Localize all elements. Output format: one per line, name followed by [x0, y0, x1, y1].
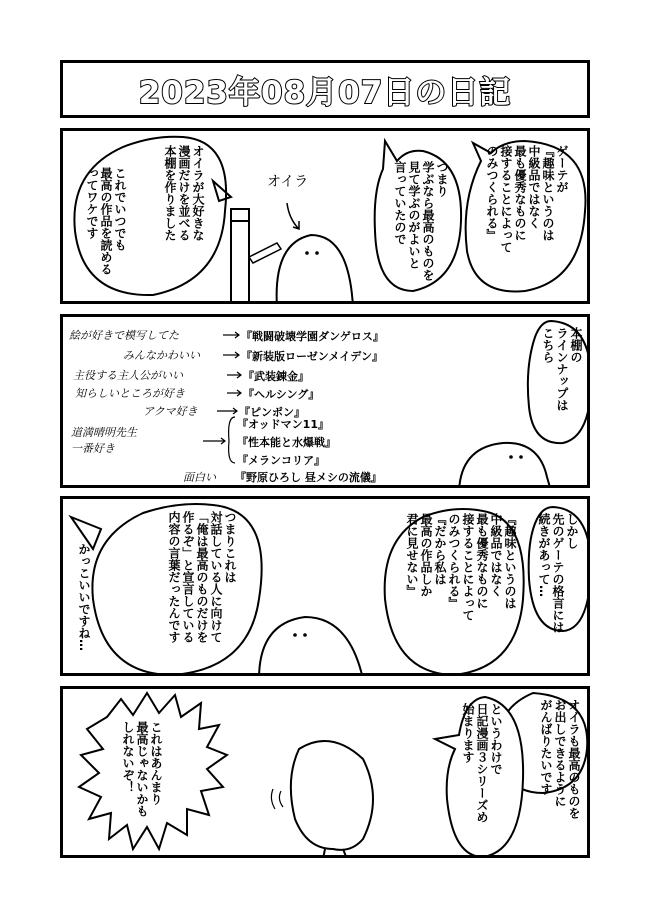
panel-4-burst: これはあんまり 最高じゃないかも しれないぞ！ — [121, 721, 163, 817]
book-1: 『戦闘破壊学園ダンゲロス』 — [241, 330, 384, 343]
group-note: 道満晴明先生 一番好き — [71, 426, 137, 455]
group-book-2: 『性本能と水爆戦』 — [237, 436, 336, 449]
last-note: 面白い — [183, 471, 216, 484]
note-1: 絵が好きで模写してた — [69, 329, 179, 342]
panel-1-bubble-right: ゲーテが 『趣味というのは 中級品ではなく 最も優秀なものに 接することによって のみつくられる』 — [485, 145, 569, 253]
note-5: アクマ好き — [143, 405, 198, 418]
note-2: みんなかわいい — [123, 349, 200, 362]
panel-4-bubble-right: オイラも最高のものを お出しできるように がんばりたいです — [539, 699, 581, 819]
panel-1-bubble-left: オイラが大好きな 漫画だけを並べる 本棚を作りました — [163, 145, 205, 241]
panel-2 — [60, 314, 590, 488]
title-box — [60, 60, 590, 118]
note-3: 主役する主人公がいい — [73, 369, 183, 382]
panel-4-bubble-mid: というわけで 日記漫画３シリーズめ 始まります — [461, 703, 503, 823]
page-title: 2023年08月07日の日記 — [138, 74, 512, 111]
panel-1-bubble-left2: これでいつでも 最高の作品を読める ってワケです — [85, 167, 127, 275]
last-book: 『野原ひろし 昼メシの流儀』 — [235, 471, 382, 484]
book-5: 『ピンポン』 — [239, 406, 305, 419]
panel-4 — [60, 686, 590, 858]
panel-3 — [60, 496, 590, 676]
panel-3-bubble-right: しかし 先のゲーテの格言には 続きがあって… — [537, 513, 579, 633]
panel-3-bubble-left: つまりこれは 対話している人に向けて 「俺は最高のものだけを 作るぞ」と宣言している 内容の言葉だったんです — [167, 511, 237, 643]
panel-1 — [60, 128, 590, 304]
note-4: 知らしいところが好き — [75, 387, 185, 400]
book-3: 『武装錬金』 — [243, 370, 309, 383]
panel-3-bubble-left2: かっこいいですね… — [77, 543, 91, 651]
panel-3-bubble-mid: 『趣味というのは 中級品ではなく 最も優秀なものに 接することによって のみつくられる』 『だから私は 最高の作品しか 君に見せない』 — [405, 513, 517, 621]
group-book-3: 『メランコリア』 — [237, 454, 325, 467]
oira-label: オイラ — [267, 174, 309, 190]
book-4: 『ヘルシング』 — [243, 388, 320, 401]
group-book-1: 『オッドマン11』 — [237, 418, 329, 431]
panel-1-bubble-mid: つまり 学ぶなら最高のものを 見て学ぶのがよいと 言っていたので — [393, 161, 449, 281]
panel-2-bubble: 本棚の ラインナップは こちら — [541, 327, 583, 411]
book-2: 『新装版ローゼンメイデン』 — [241, 350, 384, 363]
